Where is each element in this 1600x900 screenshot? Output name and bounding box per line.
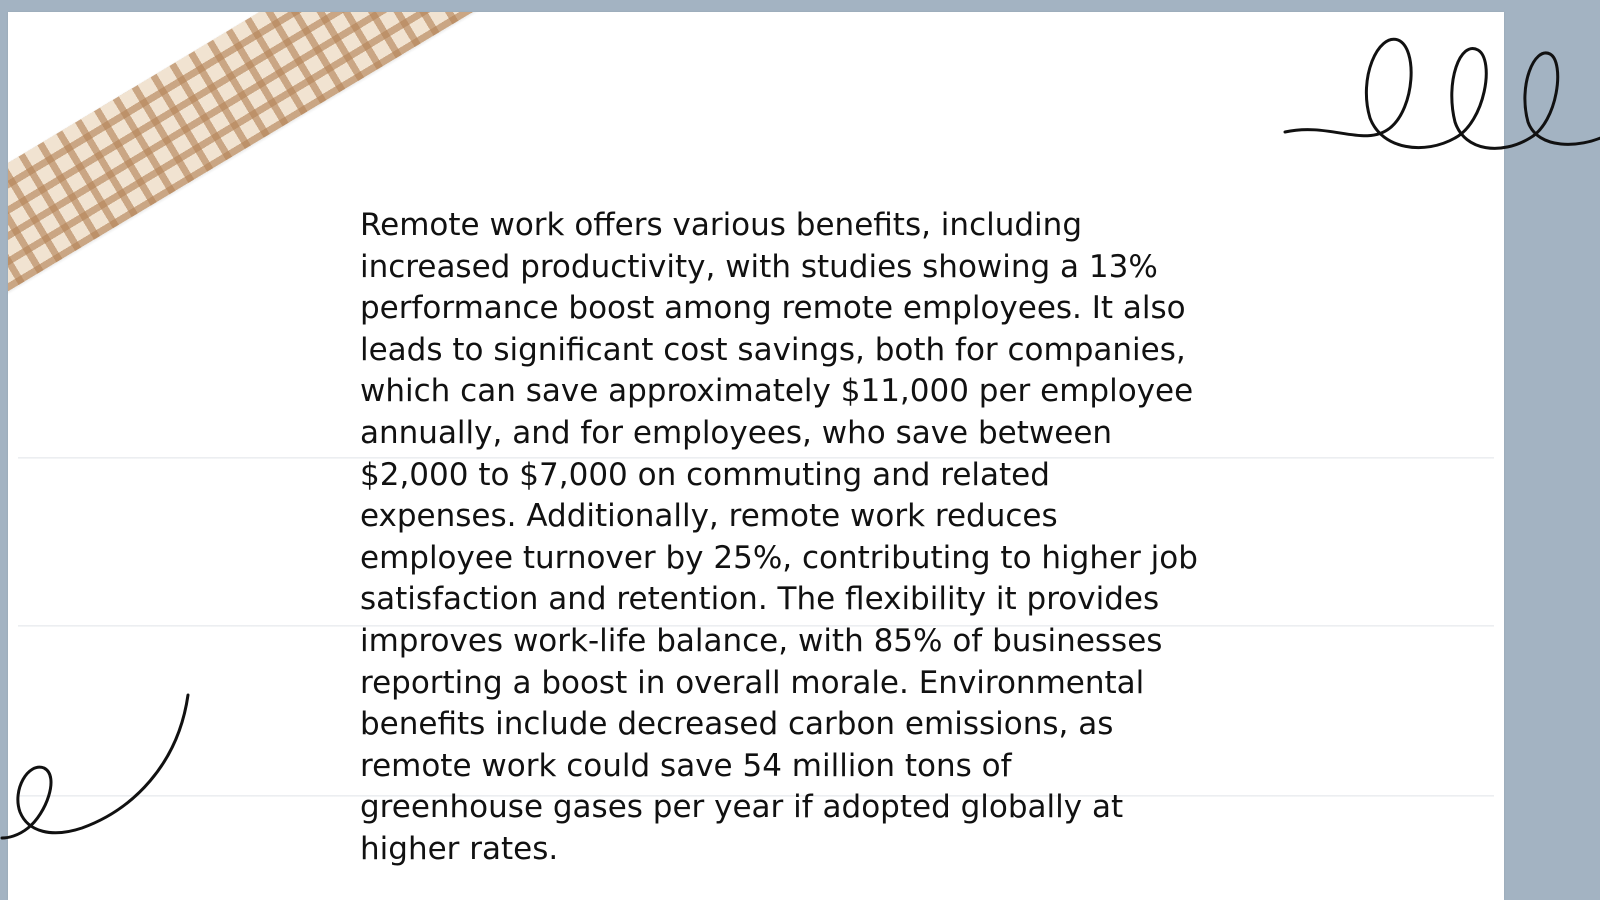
swirl-check-icon [0, 690, 200, 850]
body-paragraph: Remote work offers various benefits, including increased productivity, with studies showing a 13% performance boost among remote employees. It also leads to significant cost savings, both for companies, which can save approximately $11,000 per employee annually, and for employees, who save between $2,000 to $7,000 on commuting and related expenses. Additionally, remote work reduces employee turnover by 25%, contributing to higher job satisfaction and retention. The flexibility it provides improves work-life balance, with 85% of businesses reporting a boost in overall morale. Environmental benefits include decreased carbon emissions, as remote work could save 54 million tons of greenhouse gases per year if adopted globally at higher rates. [360, 207, 1198, 867]
loop-squiggle-icon [1290, 30, 1600, 170]
